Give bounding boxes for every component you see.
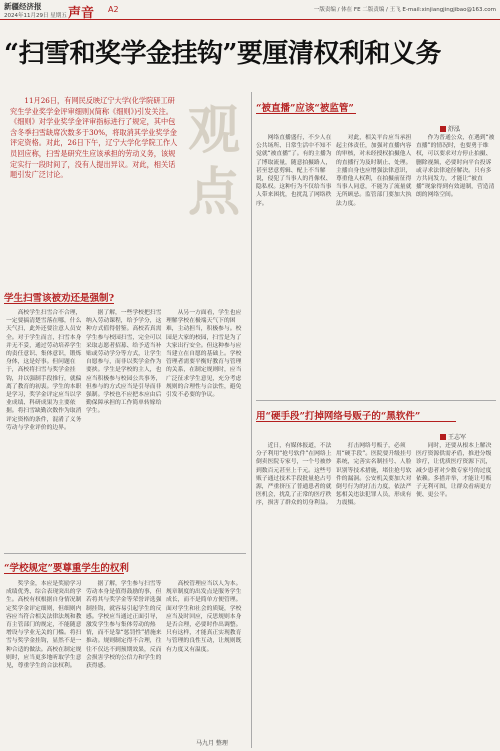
article-4-compiler: 马九月 整理 xyxy=(196,740,228,747)
title-underline xyxy=(256,113,356,114)
article-1-column-1: 高校学生扫雪合不合理，一定要搞清楚雪落在哪，什么天气扫，此外还要注意人员安全。对于学生而言，扫雪本身并无不妥，通过劳动培养学生的责任意识、集体意识，锻炼身体，这是好事。但问题在于，高校将扫雪与奖学金挂钩，并以强制手段推行，就偏离了教育的初衷。学生的本职是学习，奖学金评定应当以学业成绩、科研成果为主要依据。将扫雪缺勤次数作为取消评定资格的条件，混淆了义务劳动与学业评价的边界。 xyxy=(6,310,82,431)
title-underline xyxy=(256,421,456,422)
intro-paragraph: 11月26日，有网民反映辽宁大学(化学院研工研究生学业奖学金评审细则)(简称《细则》)引发关注。《细则》对学业奖学金评审指标进行了规定，其中包含冬季扫雪缺席次数多于30%，将取消其学业奖学金评定资格。对此，26日下午，辽宁大学化学院工作人员回应称，扫雪是研究生应该承担的劳动义务，该规定实行一段时间了，没有人提出异议。对此，相关话题引发广泛讨论。 xyxy=(10,96,178,180)
author-icon xyxy=(440,126,446,132)
article-2-column-1: 网络直播盛行，不少人在公共场所、日常生活中不知不觉就“被直播”了。有的主播为了博取流量，随意拍摄路人，甚至恶意剪辑、配上不当解说，侵犯了当事人的肖像权、隐私权。这种行为不仅给当事人带来困扰，也扰乱了网络秩序。 xyxy=(256,135,332,207)
section-title-2: “被直播”应该“被监管” xyxy=(256,103,354,114)
masthead xyxy=(0,0,500,20)
editor-info: 一版责编 / 体在 FE 二版责编 / 王飞 E-mail:xinjiangjingjibao@163.com xyxy=(313,7,496,13)
section-divider xyxy=(4,553,246,554)
page-headline: “扫雪和奖学金挂钩”要厘清权利和义务 xyxy=(4,39,441,69)
article-4-column-2: 据了解，学生参与扫雪等劳动本身是值得鼓励的事，但若将其与奖学金等荣誉评选强制挂钩，就容易引起学生的反感。学校应当通过正面引导，激发学生参与集体劳动的热情，而不是靠“惩罚性”措施来推动。规则制定得不合理，往往不仅达不到预期效果，反而会损害学校的公信力和学生的获得感。 xyxy=(86,581,162,670)
section-title-1: 学生扫雪该被劝还是强制? xyxy=(4,293,115,304)
section-divider xyxy=(256,400,496,401)
article-2-column-3: 作为普通公众，在遇到“被直播”的情况时，也要勇于维权，可以要求对方停止拍摄、删除视频，必要时向平台投诉或寻求法律途径解决。只有多方共同发力，才能让“被直播”现象得到有效遏制，营造清朗的网络空间。 xyxy=(416,135,495,199)
section-title-4: “学校规定”要尊重学生的权利 xyxy=(4,563,129,574)
article-2-author: 舒泓 xyxy=(440,124,460,133)
title-underline xyxy=(4,573,124,574)
title-underline xyxy=(4,303,114,304)
section-title-3: 用“硬手段”打掉网络号贩子的“黑软件” xyxy=(256,411,421,422)
article-3-author: 王志军 xyxy=(440,432,466,441)
article-3-column-3: 同时，还要从根本上解决医疗资源供需矛盾，推进分级诊疗，让优质医疗资源下沉，减少患者对少数专家号的过度依赖。多措并举，才能让号贩子无利可图，让群众看病更方便、更公平。 xyxy=(416,443,492,499)
article-1-column-3: 从另一方面看，学生也应理解学校在极端天气下的困难，主动担当，积极参与。校园是大家的校园，扫雪是为了大家出行安全。但这种参与应当建立在自愿的基础上。学校管理者需要平衡好教育与管理的关系，在制定规则时，应当广泛征求学生意见，充分考虑规则的合理性与合法性，避免引发不必要的争议。 xyxy=(166,310,242,399)
section-name: 声音 xyxy=(68,6,95,21)
decorative-glyph-dian: 点 xyxy=(188,162,241,223)
article-3-column-2: 打击网络号贩子，必须用“硬手段”。医院要升级挂号系统，完善实名制挂号、人脸识别等技术措施，堵住抢号软件的漏洞。公安机关要加大对倒号行为的打击力度，依法严惩相关违法犯罪人员，形成有力震慑。 xyxy=(336,443,412,507)
newspaper-logo: 新疆经济报 xyxy=(4,2,42,11)
article-3-column-1: 近日，有媒体报道，不法分子利用“抢号软件”在网络上倒卖医院专家号，一个号被炒到数百元甚至上千元。这些号贩子通过技术手段批量抢占号源，严重挤压了普通患者的就医机会，扰乱了正常的医疗秩序，损害了群众的切身利益。 xyxy=(256,443,332,507)
column-divider xyxy=(251,92,252,748)
page-number: A2 xyxy=(108,5,119,14)
article-4-column-1: 奖学金，本应是奖励学习成绩优秀、综合表现突出的学生。高校有权根据自身情况制定奖学金评定细则，但细则内容应当符合相关法律法规和教育主管部门的规定，不能随意增设与学业无关的门槛。将扫雪与奖学金挂钩，显然不是一种合适的做法。高校在制定规则时，应当更多地听取学生意见，尊重学生的合法权利。 xyxy=(6,581,82,670)
article-2-column-2: 对此，相关平台应当承担起主体责任，加强对直播内容的审核，对未经授权拍摄他人的直播行为及时制止、处理。主播自身也应增强法律意识，尊重他人权利，在拍摄前征得当事人同意，不能为了流量就无所顾忌。监管部门要加大执法力度。 xyxy=(336,135,412,207)
decorative-glyph-guan: 观 xyxy=(188,100,241,161)
author-icon xyxy=(440,434,446,440)
article-4-column-3: 高校管理应当以人为本。规章制度的出发点是服务学生成长，而不是简单方便管理。面对学生和社会的质疑，学校应当及时回应，反思规则本身是否合理，必要时作出调整。只有这样，才能真正实现教育与管理的良性互动，让规则既有力度又有温度。 xyxy=(166,581,242,653)
article-1-column-2: 据了解，一些学校把扫雪纳入劳动课程，给予学分，这种方式值得借鉴。高校若真需学生参与校园扫雪，完全可以采取志愿者招募、给予适当补贴或劳动学分等方式，让学生自愿参与，而非以奖学金作为要挟。学生是学校的主人，也应当积极参与校园公共事务，但参与的方式应当是引导而非强制。学校也不应把本应由后勤保障承担的工作简单转嫁给学生。 xyxy=(86,310,162,415)
issue-date: 2024年11月29日 星期五 xyxy=(4,13,67,19)
